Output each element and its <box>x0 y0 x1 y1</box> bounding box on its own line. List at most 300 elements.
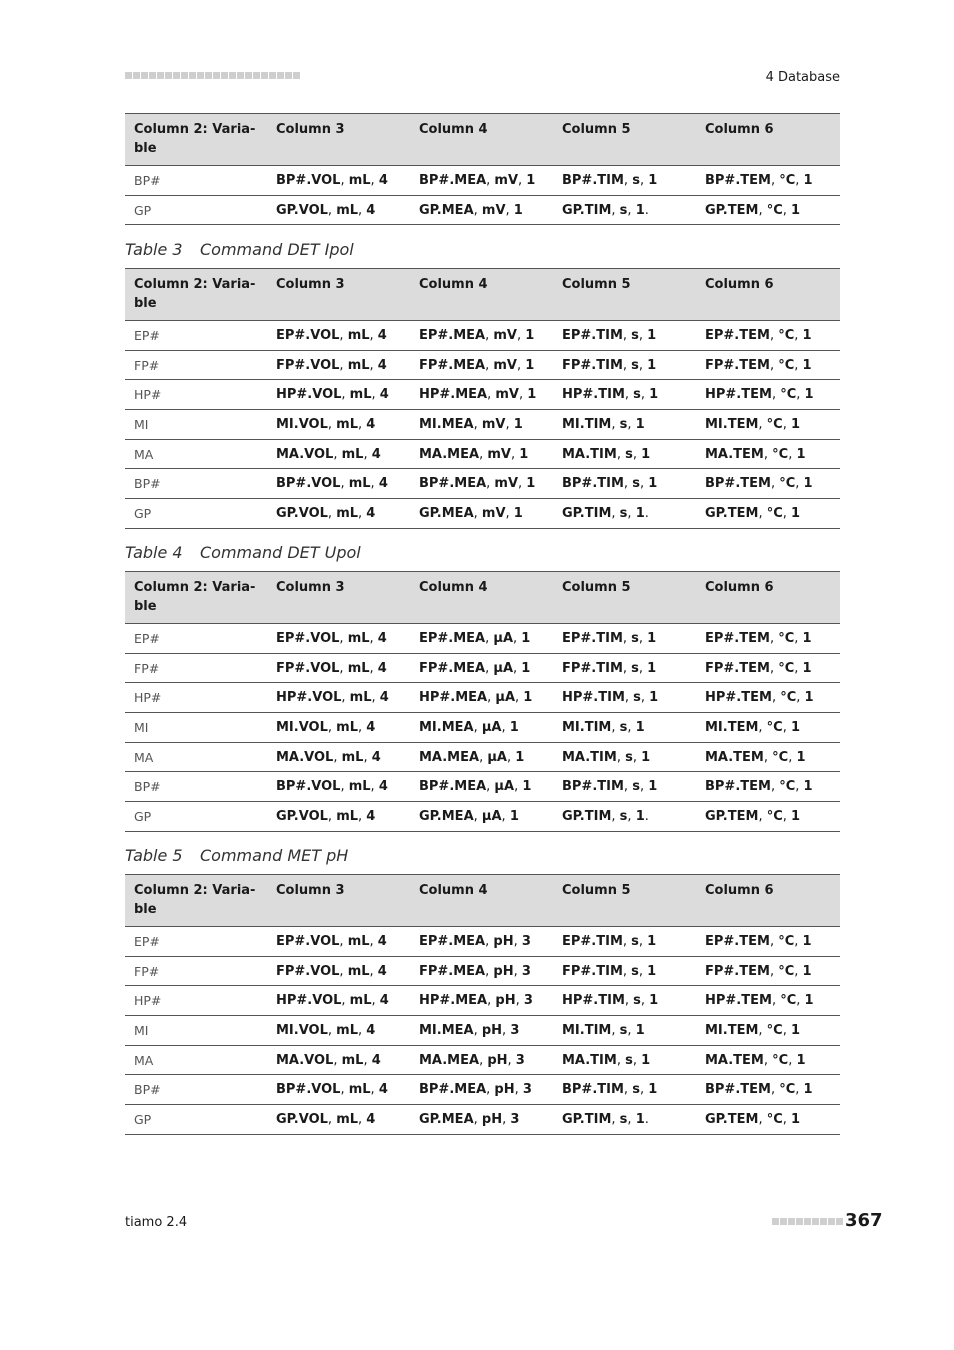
field-name: HP#.TIM <box>562 690 625 706</box>
field-name: HP#.MEA <box>419 993 488 1009</box>
field-cell: GP.VOL, mL, 4 <box>267 1105 410 1135</box>
field-precision: 1 <box>509 719 519 735</box>
field-cell: MI.TEM, °C, 1 <box>696 713 840 743</box>
field-unit: s <box>631 660 639 676</box>
field-unit: s <box>619 808 628 824</box>
field-cell: GP.MEA, µA, 1 <box>410 802 553 832</box>
field-precision: 1 <box>796 749 806 765</box>
command-table <box>125 571 840 832</box>
variable-cell: FP# <box>125 956 267 986</box>
field-cell: EP#.TEM, °C, 1 <box>696 927 840 957</box>
table-header-row <box>125 114 840 166</box>
field-name: FP#.TIM <box>562 357 623 373</box>
footer-dots <box>772 1218 843 1225</box>
field-precision: 1 <box>791 505 801 521</box>
field-precision: 4 <box>377 963 387 979</box>
table-row <box>125 1016 840 1046</box>
field-name: BP#.VOL <box>276 172 341 188</box>
field-precision: 1 <box>519 446 529 462</box>
variable-cell: MI <box>125 410 267 440</box>
field-precision: 1 <box>647 660 657 676</box>
field-name: BP#.TIM <box>562 476 624 492</box>
field-unit: mL <box>347 660 370 676</box>
field-precision: 1 <box>803 779 813 795</box>
field-cell: GP.VOL, mL, 4 <box>267 499 410 529</box>
field-unit: mV <box>481 416 506 432</box>
table-caption-title: Command MET pH <box>200 846 349 865</box>
field-precision: 1 <box>527 387 537 403</box>
field-precision: 4 <box>371 749 381 765</box>
table-row <box>125 772 840 802</box>
field-cell: MI.VOL, mL, 4 <box>267 410 410 440</box>
variable-cell: GP <box>125 802 267 832</box>
field-unit: °C <box>779 779 796 795</box>
field-name: HP#.TIM <box>562 993 625 1009</box>
variable-cell: MA <box>125 742 267 772</box>
field-precision: 1 <box>641 749 651 765</box>
table-caption <box>125 543 361 562</box>
field-precision: 4 <box>377 357 387 373</box>
field-precision: 1 <box>791 808 801 824</box>
field-cell: HP#.VOL, mL, 4 <box>267 380 410 410</box>
column-header: Column 5 <box>553 875 696 927</box>
field-unit: °C <box>778 327 795 343</box>
field-cell: GP.TIM, s, 1. <box>553 499 696 529</box>
column-header: Column 2: Varia- ble <box>125 875 267 927</box>
field-cell: HP#.VOL, mL, 4 <box>267 986 410 1016</box>
table-row <box>125 742 840 772</box>
field-precision: 1 <box>803 172 813 188</box>
field-name: GP.TEM <box>705 1111 759 1127</box>
field-unit: °C <box>766 202 783 218</box>
field-unit: °C <box>766 416 783 432</box>
table-row <box>125 1075 840 1105</box>
field-unit: µA <box>493 660 514 676</box>
field-cell: BP#.VOL, mL, 4 <box>267 1075 410 1105</box>
column-header: Column 3 <box>267 269 410 321</box>
field-precision: 4 <box>366 719 376 735</box>
field-precision: 1 <box>523 690 533 706</box>
field-name: MA.TEM <box>705 749 764 765</box>
field-cell: GP.TEM, °C, 1 <box>696 802 840 832</box>
field-cell: MA.VOL, mL, 4 <box>267 1045 410 1075</box>
field-unit: °C <box>766 808 783 824</box>
field-cell: FP#.MEA, pH, 3 <box>410 956 553 986</box>
field-precision: 1 <box>802 357 812 373</box>
field-unit: mV <box>493 327 517 343</box>
field-cell: GP.MEA, pH, 3 <box>410 1105 553 1135</box>
field-cell: FP#.MEA, mV, 1 <box>410 350 553 380</box>
field-cell: HP#.MEA, mV, 1 <box>410 380 553 410</box>
field-unit: pH <box>481 1111 503 1127</box>
variable-cell: FP# <box>125 653 267 683</box>
field-cell: EP#.TEM, °C, 1 <box>696 321 840 351</box>
field-precision: 1 <box>790 719 801 735</box>
field-unit: mL <box>348 779 371 795</box>
field-cell: GP.TIM, s, 1. <box>553 195 696 225</box>
column-header: Column 3 <box>267 875 410 927</box>
field-name: EP#.VOL <box>276 933 340 949</box>
variable-cell: BP# <box>125 166 267 196</box>
field-cell: EP#.TEM, °C, 1 <box>696 624 840 654</box>
field-precision: 4 <box>377 327 387 343</box>
field-unit: mL <box>336 416 358 432</box>
field-precision: 3 <box>510 1022 520 1038</box>
table-caption-number: Table 3 <box>125 240 183 259</box>
field-cell: FP#.MEA, µA, 1 <box>410 653 553 683</box>
table-row <box>125 195 840 225</box>
field-cell: MI.TIM, s, 1 <box>553 1016 696 1046</box>
field-cell: HP#.MEA, pH, 3 <box>410 986 553 1016</box>
field-name: BP#.TEM <box>705 779 771 795</box>
field-unit: s <box>625 446 633 462</box>
field-cell: EP#.MEA, µA, 1 <box>410 624 553 654</box>
header-section-title: 4 Database <box>765 70 840 85</box>
field-name: HP#.TEM <box>705 387 772 403</box>
field-unit: °C <box>780 690 797 706</box>
field-unit: °C <box>778 630 795 646</box>
table-row <box>125 350 840 380</box>
field-precision: 1 <box>647 933 657 949</box>
variable-cell: GP <box>125 1105 267 1135</box>
field-name: MI.VOL <box>276 1022 328 1038</box>
field-unit: mL <box>349 993 372 1009</box>
field-unit: s <box>631 327 639 343</box>
field-name: GP.MEA <box>419 505 474 521</box>
field-unit: mL <box>336 1022 358 1038</box>
field-cell: EP#.VOL, mL, 4 <box>267 321 410 351</box>
table-row <box>125 653 840 683</box>
field-unit: µA <box>493 630 514 646</box>
field-cell: EP#.VOL, mL, 4 <box>267 927 410 957</box>
field-name: GP.MEA <box>419 202 474 218</box>
table-row <box>125 624 840 654</box>
field-trailing: . <box>644 1111 649 1127</box>
field-name: GP.MEA <box>419 1111 474 1127</box>
field-precision: 4 <box>379 690 389 706</box>
command-table <box>125 268 840 529</box>
field-cell: BP#.TEM, °C, 1 <box>696 772 840 802</box>
field-name: GP.MEA <box>419 808 474 824</box>
field-unit: pH <box>495 993 516 1009</box>
field-cell: MI.TEM, °C, 1 <box>696 410 840 440</box>
field-unit: mL <box>341 1052 364 1068</box>
table-row <box>125 713 840 743</box>
field-cell: MA.TEM, °C, 1 <box>696 1045 840 1075</box>
field-unit: s <box>619 416 628 432</box>
field-name: MA.VOL <box>276 446 334 462</box>
field-trailing: . <box>644 505 649 521</box>
field-precision: 1 <box>804 993 814 1009</box>
field-name: BP#.TEM <box>705 1082 771 1098</box>
field-cell: MA.TIM, s, 1 <box>553 1045 696 1075</box>
field-precision: 4 <box>366 1022 376 1038</box>
field-precision: 1 <box>803 1082 813 1098</box>
field-cell: FP#.TEM, °C, 1 <box>696 350 840 380</box>
field-cell: HP#.MEA, µA, 1 <box>410 683 553 713</box>
field-cell: MA.MEA, pH, 3 <box>410 1045 553 1075</box>
field-name: EP#.TEM <box>705 933 770 949</box>
field-name: MI.TIM <box>562 416 612 432</box>
field-trailing: . <box>644 808 649 824</box>
field-precision: 4 <box>379 387 389 403</box>
field-name: HP#.VOL <box>276 387 342 403</box>
field-name: BP#.TIM <box>562 779 624 795</box>
field-name: MA.TEM <box>705 1052 764 1068</box>
field-name: HP#.MEA <box>419 690 488 706</box>
table-row <box>125 986 840 1016</box>
field-precision: 1 <box>635 1111 645 1127</box>
variable-cell: HP# <box>125 683 267 713</box>
field-name: HP#.VOL <box>276 690 342 706</box>
field-precision: 1 <box>649 993 659 1009</box>
field-unit: s <box>625 749 633 765</box>
field-name: HP#.TEM <box>705 690 772 706</box>
table-row <box>125 956 840 986</box>
field-precision: 1 <box>802 963 812 979</box>
field-name: EP#.VOL <box>276 630 340 646</box>
field-unit: mL <box>336 1111 359 1127</box>
field-name: GP.TIM <box>562 505 612 521</box>
table-row <box>125 410 840 440</box>
field-cell: HP#.TEM, °C, 1 <box>696 380 840 410</box>
field-unit: s <box>632 476 640 492</box>
field-cell: BP#.TEM, °C, 1 <box>696 469 840 499</box>
field-name: MI.TEM <box>705 416 759 432</box>
column-header: Column 4 <box>410 875 553 927</box>
field-unit: mL <box>348 172 371 188</box>
field-cell: GP.TEM, °C, 1 <box>696 195 840 225</box>
field-precision: 3 <box>521 933 531 949</box>
field-cell: GP.TEM, °C, 1 <box>696 499 840 529</box>
field-unit: mL <box>348 1082 371 1098</box>
column-header: Column 4 <box>410 269 553 321</box>
field-name: FP#.VOL <box>276 963 340 979</box>
field-name: EP#.TEM <box>705 630 770 646</box>
field-precision: 1 <box>796 1052 806 1068</box>
field-name: HP#.TEM <box>705 993 772 1009</box>
field-cell: FP#.TIM, s, 1 <box>553 956 696 986</box>
table-row <box>125 802 840 832</box>
field-name: GP.TEM <box>705 202 759 218</box>
field-precision: 1 <box>647 630 657 646</box>
field-name: EP#.VOL <box>276 327 340 343</box>
field-precision: 1 <box>522 779 532 795</box>
field-unit: °C <box>779 1082 796 1098</box>
field-unit: s <box>633 993 641 1009</box>
field-precision: 1 <box>791 1111 801 1127</box>
field-cell: BP#.TIM, s, 1 <box>553 1075 696 1105</box>
field-name: EP#.MEA <box>419 933 486 949</box>
field-name: MI.MEA <box>419 719 474 735</box>
field-precision: 1 <box>803 476 813 492</box>
variable-cell: MI <box>125 1016 267 1046</box>
field-precision: 1 <box>647 327 657 343</box>
field-precision: 1 <box>804 387 814 403</box>
field-unit: mV <box>494 476 519 492</box>
field-name: FP#.TEM <box>705 660 770 676</box>
field-unit: pH <box>487 1052 508 1068</box>
field-unit: pH <box>494 1082 515 1098</box>
field-cell: MA.TEM, °C, 1 <box>696 742 840 772</box>
page-number: 367 <box>845 1210 883 1231</box>
column-header: Column 6 <box>696 875 840 927</box>
field-precision: 1 <box>513 505 523 521</box>
field-unit: mL <box>348 476 371 492</box>
column-header: Column 6 <box>696 572 840 624</box>
variable-cell: MA <box>125 1045 267 1075</box>
footer-product: tiamo 2.4 <box>125 1215 188 1230</box>
field-cell: BP#.MEA, mV, 1 <box>410 469 553 499</box>
field-cell: EP#.TIM, s, 1 <box>553 624 696 654</box>
field-unit: mL <box>341 749 364 765</box>
field-precision: 1 <box>635 416 645 432</box>
field-cell: MA.TIM, s, 1 <box>553 439 696 469</box>
field-unit: s <box>632 1082 640 1098</box>
field-unit: µA <box>487 749 507 765</box>
field-name: GP.VOL <box>276 808 328 824</box>
field-precision: 1 <box>796 446 806 462</box>
field-name: MA.TEM <box>705 446 764 462</box>
field-unit: mL <box>347 357 370 373</box>
field-name: BP#.TIM <box>562 172 624 188</box>
field-unit: s <box>633 690 641 706</box>
variable-cell: BP# <box>125 772 267 802</box>
field-unit: °C <box>778 357 795 373</box>
field-precision: 1 <box>649 690 659 706</box>
field-precision: 1 <box>635 808 645 824</box>
field-cell: MI.MEA, pH, 3 <box>410 1016 553 1046</box>
field-name: MA.TIM <box>562 446 617 462</box>
variable-cell: BP# <box>125 1075 267 1105</box>
field-unit: mL <box>336 808 359 824</box>
field-cell: BP#.VOL, mL, 4 <box>267 469 410 499</box>
field-name: MA.VOL <box>276 749 334 765</box>
field-cell: BP#.MEA, pH, 3 <box>410 1075 553 1105</box>
table-header-row <box>125 875 840 927</box>
column-header: Column 2: Varia- ble <box>125 114 267 166</box>
field-cell: MA.VOL, mL, 4 <box>267 742 410 772</box>
field-unit: °C <box>766 505 783 521</box>
field-name: GP.VOL <box>276 202 328 218</box>
field-cell: HP#.TEM, °C, 1 <box>696 683 840 713</box>
field-cell: HP#.TIM, s, 1 <box>553 683 696 713</box>
table-header-row <box>125 269 840 321</box>
field-precision: 3 <box>523 993 533 1009</box>
field-unit: mL <box>349 690 372 706</box>
field-cell: FP#.VOL, mL, 4 <box>267 350 410 380</box>
field-name: GP.TEM <box>705 808 759 824</box>
field-precision: 3 <box>510 1111 520 1127</box>
field-unit: °C <box>778 660 795 676</box>
field-name: FP#.TEM <box>705 963 770 979</box>
field-name: EP#.MEA <box>419 327 486 343</box>
field-precision: 1 <box>804 690 814 706</box>
field-unit: °C <box>766 1111 783 1127</box>
table-caption-title: Command DET Upol <box>200 543 361 562</box>
field-cell: BP#.VOL, mL, 4 <box>267 772 410 802</box>
variable-cell: EP# <box>125 624 267 654</box>
field-name: FP#.VOL <box>276 357 340 373</box>
field-precision: 1 <box>641 446 651 462</box>
field-unit: °C <box>766 719 783 735</box>
field-unit: µA <box>481 808 502 824</box>
field-name: BP#.TEM <box>705 476 771 492</box>
field-unit: °C <box>779 172 796 188</box>
field-name: EP#.MEA <box>419 630 486 646</box>
field-precision: 1 <box>521 630 531 646</box>
field-precision: 1 <box>802 630 812 646</box>
table-caption <box>125 240 354 259</box>
field-name: EP#.TIM <box>562 327 623 343</box>
field-cell: BP#.VOL, mL, 4 <box>267 166 410 196</box>
field-cell: EP#.MEA, pH, 3 <box>410 927 553 957</box>
table-caption-number: Table 5 <box>125 846 183 865</box>
field-cell: GP.TIM, s, 1. <box>553 1105 696 1135</box>
field-unit: mV <box>495 387 519 403</box>
field-cell: EP#.TIM, s, 1 <box>553 927 696 957</box>
field-name: MI.MEA <box>419 1022 474 1038</box>
field-cell: MA.TEM, °C, 1 <box>696 439 840 469</box>
field-unit: mV <box>493 357 517 373</box>
field-cell: GP.MEA, mV, 1 <box>410 499 553 529</box>
field-cell: MI.MEA, µA, 1 <box>410 713 553 743</box>
column-header: Column 5 <box>553 269 696 321</box>
field-name: BP#.VOL <box>276 1082 341 1098</box>
field-name: EP#.TEM <box>705 327 770 343</box>
variable-cell: GP <box>125 195 267 225</box>
field-unit: s <box>619 1111 628 1127</box>
field-name: FP#.TIM <box>562 963 623 979</box>
field-unit: mL <box>347 963 370 979</box>
field-cell: BP#.TIM, s, 1 <box>553 166 696 196</box>
field-name: GP.VOL <box>276 1111 328 1127</box>
column-header: Column 2: Varia- ble <box>125 269 267 321</box>
field-name: MI.TIM <box>562 1022 612 1038</box>
variable-cell: EP# <box>125 321 267 351</box>
table-row <box>125 499 840 529</box>
field-unit: pH <box>493 933 514 949</box>
field-cell: MI.TIM, s, 1 <box>553 410 696 440</box>
field-cell: GP.TIM, s, 1. <box>553 802 696 832</box>
field-name: MA.VOL <box>276 1052 334 1068</box>
field-cell: BP#.MEA, mV, 1 <box>410 166 553 196</box>
field-precision: 4 <box>379 993 389 1009</box>
field-precision: 1 <box>802 327 812 343</box>
field-cell: MA.MEA, µA, 1 <box>410 742 553 772</box>
field-name: EP#.TIM <box>562 933 623 949</box>
field-cell: MI.MEA, mV, 1 <box>410 410 553 440</box>
field-cell: EP#.VOL, mL, 4 <box>267 624 410 654</box>
field-cell: MI.VOL, mL, 4 <box>267 1016 410 1046</box>
variable-cell: HP# <box>125 986 267 1016</box>
field-precision: 4 <box>377 660 387 676</box>
field-unit: °C <box>772 749 789 765</box>
field-precision: 1 <box>635 505 645 521</box>
field-cell: FP#.TEM, °C, 1 <box>696 956 840 986</box>
field-precision: 1 <box>513 202 523 218</box>
variable-cell: FP# <box>125 350 267 380</box>
field-precision: 1 <box>802 660 812 676</box>
field-name: GP.VOL <box>276 505 328 521</box>
field-unit: mL <box>347 327 370 343</box>
field-precision: 1 <box>635 1022 645 1038</box>
field-name: BP#.MEA <box>419 476 487 492</box>
field-unit: °C <box>778 933 795 949</box>
field-precision: 1 <box>525 357 535 373</box>
field-precision: 1 <box>791 202 801 218</box>
field-cell: FP#.VOL, mL, 4 <box>267 653 410 683</box>
